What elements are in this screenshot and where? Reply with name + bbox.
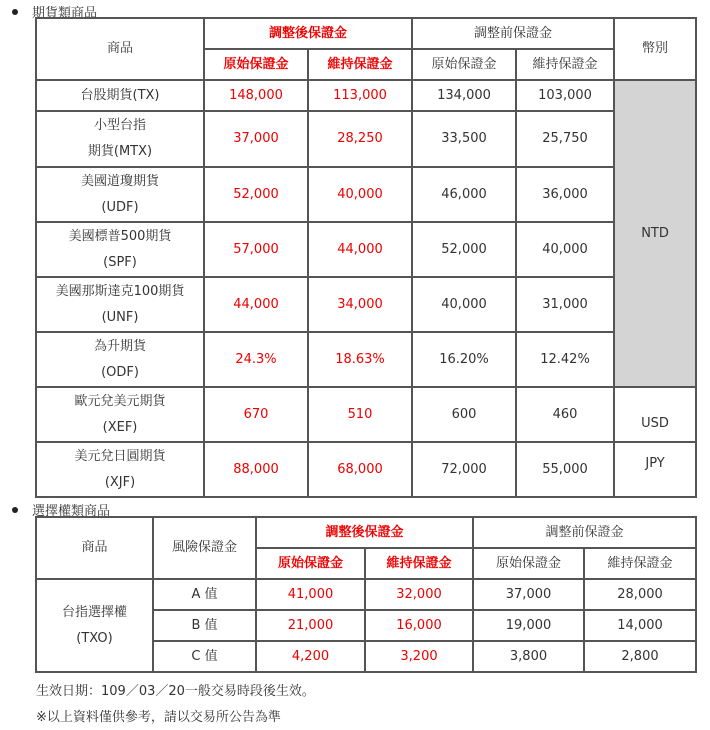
before-maintenance-cell: 40,000 (516, 222, 614, 277)
product-name-cell (36, 442, 204, 497)
options-margin-table (35, 516, 697, 673)
product-name-line: 期貨(MTX) (87, 144, 153, 159)
options-section-title: 選擇權類商品 (32, 504, 111, 519)
product-name-line: (ODF) (101, 364, 139, 380)
after-maintenance-cell: 113,000 (308, 80, 412, 111)
before-initial-cell: 19,000 (473, 610, 584, 641)
product-name-cell (36, 387, 204, 442)
table-row (36, 80, 696, 111)
header-before-initial: 原始保證金 (412, 49, 516, 80)
after-initial-cell: 148,000 (204, 80, 308, 111)
bullet-dot-icon (12, 9, 18, 15)
header-before-initial: 原始保證金 (473, 548, 584, 579)
product-name-cell (36, 111, 204, 167)
header-before-maintenance: 維持保證金 (584, 548, 696, 579)
header-after-maintenance: 維持保證金 (365, 548, 473, 579)
before-initial-cell: 46,000 (412, 167, 516, 222)
table-row (36, 332, 696, 387)
product-name-line: 小型台指 (93, 118, 146, 133)
header-product: 商品 (36, 18, 204, 80)
product-name-line: (UDF) (101, 199, 139, 215)
table-row (36, 277, 696, 332)
after-maintenance-cell: 510 (308, 387, 412, 442)
before-initial-cell: 40,000 (412, 277, 516, 332)
disclaimer-text: ※以上資料僅供參考，請以交易所公告為準 (36, 710, 281, 725)
product-name-line: (TXO) (76, 630, 113, 646)
after-maintenance-cell: 32,000 (365, 579, 473, 610)
product-name-cell (36, 80, 204, 111)
after-initial-cell: 24.3% (204, 332, 308, 387)
risk-value-cell: A 值 (153, 579, 256, 610)
product-name-line: 美元兌日圓期貨 (74, 448, 166, 464)
before-maintenance-cell: 36,000 (516, 167, 614, 222)
table-row (36, 442, 696, 497)
product-name-line: 美國那斯達克100期貨 (55, 283, 185, 299)
after-maintenance-cell: 28,250 (308, 111, 412, 167)
before-initial-cell: 16.20% (412, 332, 516, 387)
before-initial-cell: 72,000 (412, 442, 516, 497)
header-before-adjust: 調整前保證金 (412, 18, 614, 49)
after-initial-cell: 52,000 (204, 167, 308, 222)
product-name-line: 為升期貨 (93, 338, 146, 354)
header-before-maintenance: 維持保證金 (516, 49, 614, 80)
table-row (36, 579, 696, 610)
after-initial-cell: 88,000 (204, 442, 308, 497)
after-maintenance-cell: 18.63% (308, 332, 412, 387)
after-initial-cell: 670 (204, 387, 308, 442)
product-name-line: (SPF) (103, 254, 137, 270)
after-maintenance-cell: 68,000 (308, 442, 412, 497)
product-name-line: (UNF) (101, 309, 139, 325)
after-initial-cell: 37,000 (204, 111, 308, 167)
currency-cell-usd: USD (614, 387, 696, 442)
table-row (36, 167, 696, 222)
product-name-line: 美國標普500期貨 (68, 228, 172, 244)
header-product: 商品 (36, 517, 153, 579)
effective-date-text: 生效日期：109／03／20一般交易時段後生效。 (36, 684, 315, 699)
currency-cell-jpy: JPY (614, 442, 696, 497)
after-maintenance-cell: 3,200 (365, 641, 473, 672)
after-initial-cell: 57,000 (204, 222, 308, 277)
table-row (36, 387, 696, 442)
before-maintenance-cell: 25,750 (516, 111, 614, 167)
before-initial-cell: 134,000 (412, 80, 516, 111)
futures-section-title: 期貨類商品 (32, 6, 98, 21)
before-maintenance-cell: 28,000 (584, 579, 696, 610)
before-initial-cell: 600 (412, 387, 516, 442)
table-row (36, 222, 696, 277)
before-maintenance-cell: 12.42% (516, 332, 614, 387)
header-after-adjust: 調整後保證金 (204, 18, 412, 49)
header-after-initial: 原始保證金 (204, 49, 308, 80)
after-maintenance-cell: 16,000 (365, 610, 473, 641)
before-maintenance-cell: 55,000 (516, 442, 614, 497)
risk-value-cell: B 值 (153, 610, 256, 641)
product-name-line: (XJF) (104, 474, 136, 490)
header-after-initial: 原始保證金 (256, 548, 365, 579)
after-maintenance-cell: 40,000 (308, 167, 412, 222)
before-maintenance-cell: 14,000 (584, 610, 696, 641)
currency-cell-ntd: NTD (614, 80, 696, 387)
header-risk-margin: 風險保證金 (153, 517, 256, 579)
after-initial-cell: 44,000 (204, 277, 308, 332)
product-name-line: (XEF) (102, 419, 138, 435)
before-maintenance-cell: 2,800 (584, 641, 696, 672)
after-maintenance-cell: 34,000 (308, 277, 412, 332)
product-name-cell (36, 222, 204, 277)
before-maintenance-cell: 460 (516, 387, 614, 442)
after-initial-cell: 4,200 (256, 641, 365, 672)
header-currency: 幣別 (614, 18, 696, 80)
product-name-line: 台指選擇權 (61, 604, 127, 620)
before-maintenance-cell: 31,000 (516, 277, 614, 332)
after-initial-cell: 21,000 (256, 610, 365, 641)
product-name-cell (36, 579, 153, 672)
after-maintenance-cell: 44,000 (308, 222, 412, 277)
header-before-adjust: 調整前保證金 (473, 517, 696, 548)
before-initial-cell: 33,500 (412, 111, 516, 167)
before-initial-cell: 37,000 (473, 579, 584, 610)
product-name-cell (36, 167, 204, 222)
product-name-line: 台股期貨(TX) (80, 87, 160, 103)
header-after-adjust: 調整後保證金 (256, 517, 473, 548)
before-initial-cell: 52,000 (412, 222, 516, 277)
before-maintenance-cell: 103,000 (516, 80, 614, 111)
risk-value-cell: C 值 (153, 641, 256, 672)
header-after-maintenance: 維持保證金 (308, 49, 412, 80)
after-initial-cell: 41,000 (256, 579, 365, 610)
bullet-dot-icon (12, 507, 18, 513)
product-name-line: 歐元兌美元期貨 (74, 393, 166, 409)
product-name-cell (36, 332, 204, 387)
futures-margin-table (35, 17, 697, 498)
product-name-cell (36, 277, 204, 332)
table-row (36, 111, 696, 167)
before-initial-cell: 3,800 (473, 641, 584, 672)
product-name-line: 美國道瓊期貨 (80, 173, 159, 189)
